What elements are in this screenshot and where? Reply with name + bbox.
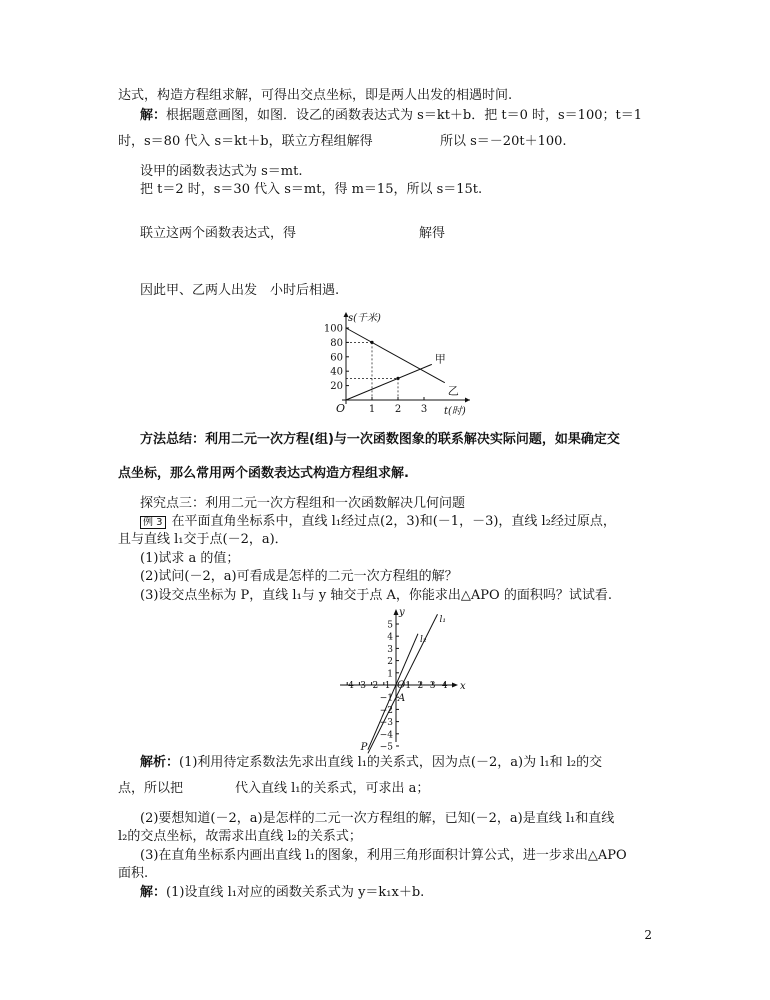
y-tick-label: 100 — [323, 323, 343, 335]
section-title-3: 探究点三：利用二元一次方程组和一次函数解决几何问题 — [140, 496, 466, 511]
coordinate-graph — [334, 606, 468, 753]
x-tick-label: 3 — [420, 404, 428, 415]
text-line-3a: 时，s＝80 代入 s＝kt＋b，联立方程组解得 — [118, 134, 373, 149]
example-badge: 例 3 — [140, 516, 166, 529]
x-axis-arrow — [452, 683, 458, 688]
x-tick-label: −2 — [364, 681, 379, 691]
analysis-line-2b: 代入直线 l₁的关系式，可求出 a； — [235, 781, 430, 796]
y-axis-label: y — [399, 607, 405, 618]
text-line-7: 因此甲、乙两人出发 小时后相遇. — [140, 283, 340, 298]
y-tick-label: 1 — [387, 669, 393, 680]
series-label: 乙 — [447, 384, 459, 398]
text-line-1: 达式，构造方程组求解，可得出交点坐标，即是两人出发的相遇时间. — [118, 88, 513, 103]
analysis-line-3: (2)要想知道(－2，a)是怎样的二元一次方程组的解，已知(－2，a)是直线 l₁和直线 — [140, 811, 615, 826]
analysis-line-1 — [140, 755, 602, 771]
method-summary-line-1: 方法总结：利用二元一次方程(组)与一次函数图象的联系解决实际问题，如果确定交 — [140, 432, 620, 447]
example-line-1 — [140, 514, 616, 530]
solution-label: 解： — [140, 108, 167, 123]
x-tick-label: 1 — [405, 681, 412, 691]
y-tick-label: −4 — [379, 730, 393, 741]
analysis-line-2a: 点，所以把 — [118, 781, 184, 796]
solution-line-1 — [140, 108, 642, 124]
x-tick-label: −3 — [352, 681, 367, 691]
x-tick-label: 2 — [417, 681, 424, 691]
solution2-text: (1)设直线 l₁对应的函数关系式为 y＝k₁x＋b. — [166, 885, 425, 900]
y-tick-label: −3 — [379, 718, 393, 729]
solution2-line-1 — [140, 885, 424, 901]
question-1: (1)试求 a 的值； — [140, 551, 240, 566]
x-tick-label: 4 — [441, 681, 448, 691]
series-line-jia — [346, 364, 432, 400]
x-tick-label: 1 — [368, 404, 376, 415]
series-label: 甲 — [434, 352, 446, 366]
solution2-label: 解： — [140, 885, 167, 900]
y-tick-label: 80 — [330, 337, 343, 349]
y-tick-label: 4 — [387, 632, 393, 643]
analysis-line-6: 面积. — [118, 866, 149, 881]
point-label-a: A — [398, 693, 406, 705]
analysis-label: 解析： — [140, 755, 180, 770]
analysis-line-5: (3)在直角坐标系内画出直线 l₁的图象，利用三角形面积计算公式，进一步求出△APO — [140, 848, 627, 863]
x-axis-label: t(时) — [444, 406, 466, 417]
text-line-4: 设甲的函数表达式为 s＝mt. — [140, 164, 303, 179]
point-label-p: P — [360, 742, 368, 753]
y-tick-label: 5 — [387, 620, 393, 631]
origin-label: O — [397, 680, 406, 691]
x-tick-label: 2 — [394, 404, 402, 415]
y-axis-label: s(千米) — [348, 313, 381, 324]
analysis-line-4: l₂的交点坐标，故需求出直线 l₂的关系式； — [118, 829, 362, 844]
question-3: (3)设交点坐标为 P，直线 l₁与 y 轴交于点 A，你能求出△APO 的面积吗？试试看. — [140, 588, 612, 603]
x-axis-arrow — [465, 398, 470, 403]
y-tick-label: 60 — [330, 352, 343, 364]
y-tick-label: 20 — [330, 381, 343, 393]
text-line-6b: 解得 — [419, 226, 446, 241]
y-tick-label: −1 — [379, 693, 393, 704]
x-axis-label: x — [460, 681, 466, 692]
x-tick-label: 3 — [429, 681, 436, 691]
series-label: l₂ — [419, 634, 427, 645]
method-summary-line-2: 点坐标，那么常用两个函数表达式构造方程组求解. — [118, 466, 409, 481]
y-tick-label: −2 — [379, 705, 393, 716]
origin-label: O — [336, 402, 346, 415]
page-number: 2 — [644, 928, 652, 942]
analysis-text: (1)利用待定系数法先求出直线 l₁的关系式，因为点(－2，a)为 l₁和 l₂的交 — [179, 755, 603, 770]
solution-text: 根据题意画图，如图．设乙的函数表达式为 s＝kt＋b．把 t＝0 时，s＝100；t＝1 — [166, 108, 642, 123]
example-text: 在平面直角坐标系中，直线 l₁经过点(2，3)和(－1，－3)，直线 l₂经过原点， — [171, 514, 616, 529]
y-axis-arrow — [394, 609, 399, 615]
text-line-6a: 联立这两个函数表达式，得 — [140, 226, 297, 241]
y-tick-label: −5 — [379, 742, 393, 753]
y-tick-label: 40 — [330, 366, 343, 378]
example-line-2: 且与直线 l₁交于点(－2，a)． — [118, 532, 288, 547]
distance-time-chart — [318, 308, 478, 420]
text-line-3b: 所以 s＝－20t＋100. — [440, 134, 567, 149]
series-label: l₁ — [439, 615, 446, 626]
y-tick-label: 2 — [387, 657, 393, 668]
series-line-yi — [346, 328, 445, 383]
y-tick-label: 3 — [387, 644, 393, 655]
x-tick-label: −4 — [340, 681, 354, 691]
text-line-5: 把 t＝2 时，s＝30 代入 s＝mt，得 m＝15，所以 s＝15t. — [140, 182, 483, 197]
question-2: (2)试问(－2，a)可看成是怎样的二元一次方程组的解？ — [140, 569, 458, 584]
x-tick-label: −1 — [377, 681, 391, 691]
